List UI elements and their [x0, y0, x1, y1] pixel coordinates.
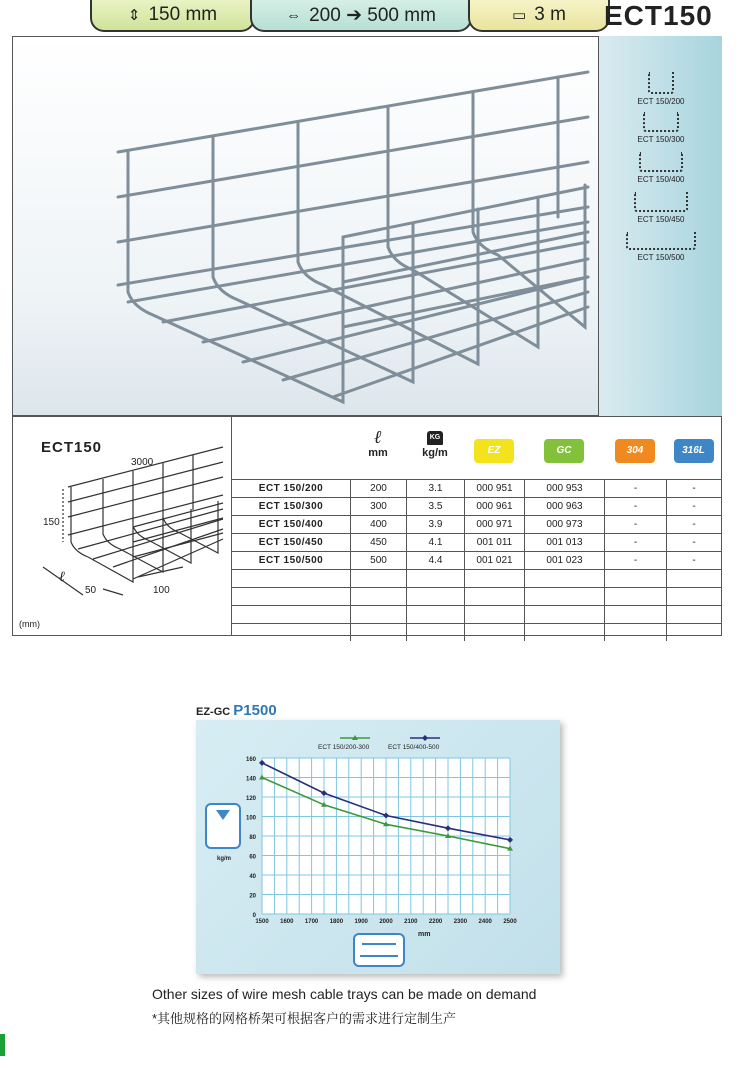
variant-strip: [598, 36, 722, 416]
y-tick-label: 160: [245, 757, 256, 763]
y-tick-label: 60: [249, 854, 256, 861]
x-tick-label: 1800: [329, 919, 344, 925]
table-cell-weight: [406, 570, 464, 587]
chart-title: P1500: [233, 702, 277, 719]
finish-header-gc: [524, 417, 604, 479]
y-tick-label: 100: [245, 815, 256, 822]
s304-badge: 304: [615, 439, 655, 463]
table-row: [232, 515, 721, 533]
table-cell-gc: [524, 588, 604, 605]
units-note: (mm): [19, 619, 40, 629]
variant-label: ECT 150/450: [637, 215, 685, 224]
legend-label: ECT 150/400-500: [388, 744, 440, 751]
x-tick-label: 1600: [280, 919, 294, 925]
table-cell-gc: 000 973: [524, 516, 604, 533]
width-tab: [250, 0, 472, 32]
x-tick-label: 1900: [354, 919, 368, 925]
table-row: [232, 605, 721, 623]
table-cell-s316: [666, 588, 721, 605]
table-row: [232, 551, 721, 569]
table-cell-ref: ECT 150/450: [258, 537, 324, 548]
y-tick-label: 80: [249, 835, 256, 841]
table-cell-ez: 001 011: [464, 534, 524, 551]
s316l-badge: 316L: [674, 439, 714, 463]
table-cell-gc: [524, 606, 604, 623]
table-cell-weight: 3.5: [406, 498, 464, 515]
x-tick-label: 2000: [379, 919, 393, 925]
table-cell-weight: [406, 588, 464, 605]
table-cell-s304: -: [604, 534, 666, 551]
dimension-diagram: [13, 417, 232, 635]
x-tick-label: 1500: [255, 919, 269, 925]
x-axis-label: mm: [418, 931, 431, 938]
height-dimension: 150: [43, 517, 60, 528]
table-cell-ref: ECT 150/300: [258, 501, 324, 512]
legend-label: ECT 150/200-300: [318, 744, 370, 751]
spec-table: [232, 417, 721, 641]
diagram-title: ECT150: [41, 439, 103, 456]
table-cell-ref: [232, 588, 350, 605]
tray-profile-icon: [639, 152, 683, 172]
table-cell-ref: ECT 150/500: [258, 555, 324, 566]
table-body: [232, 479, 721, 641]
table-cell-gc: 000 953: [524, 480, 604, 497]
table-cell-s316: -: [666, 498, 721, 515]
table-cell-width: 400: [350, 516, 406, 533]
table-cell-ez: [464, 624, 524, 641]
table-cell-weight: 4.4: [406, 552, 464, 569]
x-tick-label: 2400: [478, 919, 492, 925]
table-row: [232, 497, 721, 515]
weight-unit: kg/m: [422, 447, 448, 459]
tray-profile-icon: [634, 192, 688, 212]
width-header: [350, 417, 406, 479]
table-cell-s316: [666, 624, 721, 641]
table-cell-gc: 001 013: [524, 534, 604, 551]
y-tick-label: 40: [249, 874, 256, 880]
height-tab: [90, 0, 255, 32]
table-cell-ref: [232, 624, 350, 641]
variant-label: ECT 150/300: [637, 135, 685, 144]
table-row: [232, 533, 721, 551]
x-tick-label: 1700: [304, 919, 319, 925]
table-cell-s316: [666, 570, 721, 587]
y-tick-label: 140: [245, 776, 256, 783]
table-cell-width: [350, 588, 406, 605]
finish-header-316l: [666, 417, 721, 479]
gc-badge: GC: [544, 439, 584, 463]
table-row: [232, 569, 721, 587]
chart-prefix: EZ-GC: [196, 706, 231, 718]
table-cell-ref: ECT 150/400: [258, 519, 324, 530]
y-tick-label: 0: [252, 913, 256, 919]
tray-profile-icon: [643, 112, 679, 132]
x-tick-label: 2500: [503, 919, 517, 925]
load-chart-panel: [196, 720, 560, 974]
table-cell-ref: ECT 150/200: [258, 483, 324, 494]
table-row: [232, 587, 721, 605]
table-cell-s304: [604, 588, 666, 605]
finish-header-304: [604, 417, 666, 479]
table-cell-gc: 001 023: [524, 552, 604, 569]
table-cell-width: 200: [350, 480, 406, 497]
table-cell-s316: [666, 606, 721, 623]
custom-sizes-note-cn: *其他规格的网格桥架可根据客户的需求进行定制生产: [152, 1011, 457, 1026]
table-cell-weight: 3.9: [406, 516, 464, 533]
wire-mesh-tray-illustration: [13, 37, 599, 415]
variant-item: [601, 152, 721, 184]
table-cell-gc: [524, 624, 604, 641]
width-dimension: ℓ: [59, 569, 65, 585]
y-tick-label: 120: [245, 796, 256, 802]
table-cell-width: [350, 624, 406, 641]
custom-sizes-note: Other sizes of wire mesh cable trays can be made on demand: [152, 986, 537, 1002]
length-dimension: 3000: [131, 457, 154, 468]
y-tick-label: 20: [249, 893, 256, 900]
table-cell-s304: [604, 606, 666, 623]
variant-item: [601, 232, 721, 262]
variant-label: ECT 150/200: [637, 97, 685, 106]
table-cell-s304: [604, 624, 666, 641]
variant-item: [601, 112, 721, 144]
table-cell-s316: -: [666, 552, 721, 569]
tray-profile-icon: [648, 72, 674, 94]
table-cell-s304: -: [604, 552, 666, 569]
table-cell-ez: 000 971: [464, 516, 524, 533]
table-cell-gc: [524, 570, 604, 587]
legend-marker: [422, 735, 428, 741]
x-tick-label: 2300: [453, 919, 468, 925]
height-tab-label: 150 mm: [148, 4, 218, 25]
ez-badge: EZ: [474, 439, 514, 463]
table-cell-s304: -: [604, 480, 666, 497]
length-icon: ▭: [512, 7, 527, 24]
table-cell-s304: -: [604, 498, 666, 515]
table-cell-ez: 000 961: [464, 498, 524, 515]
mesh-pitch-50: 50: [85, 585, 97, 596]
table-row: [232, 623, 721, 641]
width-symbol-icon: ℓ: [374, 427, 382, 448]
table-cell-s304: [604, 570, 666, 587]
variant-item: [601, 72, 721, 106]
model-code: ECT150: [604, 0, 713, 31]
table-cell-width: [350, 606, 406, 623]
load-chart: [196, 720, 560, 974]
table-cell-ref: [232, 570, 350, 587]
table-cell-width: 300: [350, 498, 406, 515]
height-icon: ⇕: [127, 7, 141, 24]
table-header: [232, 417, 721, 479]
variant-item: [601, 192, 721, 224]
length-tab-label: 3 m: [534, 4, 566, 25]
span-icon: [354, 934, 404, 966]
width-unit: mm: [368, 447, 388, 459]
width-icon: ⇔: [286, 6, 302, 24]
weight-header: [406, 417, 464, 479]
table-cell-ez: [464, 570, 524, 587]
x-tick-label: 2100: [404, 919, 418, 925]
table-cell-s316: -: [666, 516, 721, 533]
tray-profile-icon: [626, 232, 696, 250]
dimension-tabs: [90, 0, 610, 34]
table-cell-ez: [464, 606, 524, 623]
length-tab: [468, 0, 610, 32]
mesh-pitch-100: 100: [153, 585, 170, 596]
width-tab-label: 200 ➔ 500 mm: [309, 4, 436, 26]
table-cell-ez: 000 951: [464, 480, 524, 497]
variant-label: ECT 150/500: [637, 253, 685, 262]
table-cell-weight: [406, 606, 464, 623]
specification-section: [12, 416, 722, 636]
table-cell-weight: 3.1: [406, 480, 464, 497]
table-cell-ez: 001 021: [464, 552, 524, 569]
table-cell-ref: [232, 606, 350, 623]
table-cell-gc: 000 963: [524, 498, 604, 515]
table-cell-s316: -: [666, 534, 721, 551]
table-cell-s304: -: [604, 516, 666, 533]
page-marker: [0, 1034, 5, 1056]
table-cell-weight: [406, 624, 464, 641]
table-cell-s316: -: [666, 480, 721, 497]
x-tick-label: 2200: [428, 919, 443, 925]
table-cell-width: 450: [350, 534, 406, 551]
table-cell-ez: [464, 588, 524, 605]
table-cell-weight: 4.1: [406, 534, 464, 551]
finish-header-ez: [464, 417, 524, 479]
chart-header: [196, 702, 277, 719]
weight-icon: KG: [427, 431, 443, 445]
table-cell-width: [350, 570, 406, 587]
variant-label: ECT 150/400: [637, 175, 685, 184]
y-axis-label: kg/m: [216, 856, 232, 862]
table-row: [232, 479, 721, 497]
table-cell-width: 500: [350, 552, 406, 569]
